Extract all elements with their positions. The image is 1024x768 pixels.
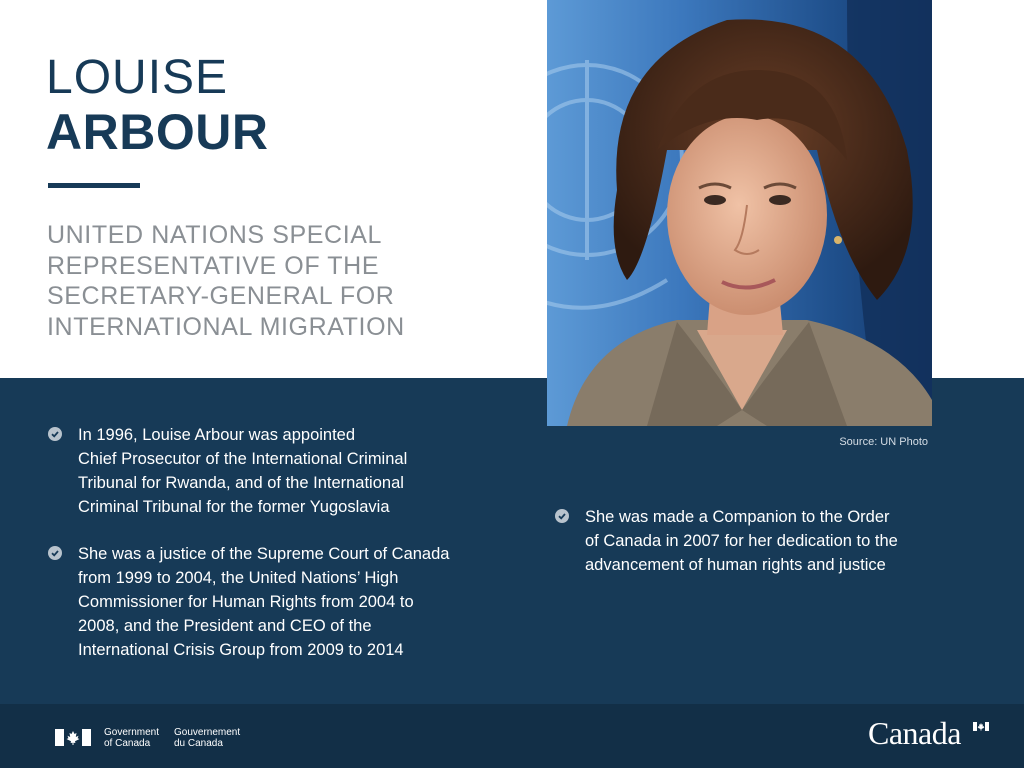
fact-line: advancement of human rights and justice [585,556,886,574]
title-divider [48,183,140,188]
fact-line: International Crisis Group from 2009 to 2014 [78,641,404,659]
fact-bullet [48,423,468,519]
gouvernement-du-canada-label [174,727,240,749]
fact-line: In 1996, Louise Arbour was appointed [78,426,356,444]
fact-line: She was made a Companion to the Order [585,508,890,526]
fact-line: She was a justice of the Supreme Court of Canada [78,545,450,563]
check-circle-icon [48,427,62,441]
portrait-illustration [547,0,932,426]
photo-credit: Source: UN Photo [839,436,928,448]
first-name: LOUISE [46,51,229,104]
check-circle-icon [555,509,569,523]
fact-bullet [555,505,955,577]
role-line: INTERNATIONAL MIGRATION [47,312,405,341]
portrait-photo [547,0,932,426]
role-title [47,220,467,342]
fact-bullet [48,542,498,662]
canada-wordmark: Canada [868,715,961,751]
role-line: REPRESENTATIVE OF THE [47,251,380,280]
fact-line: from 1999 to 2004, the United Nations’ High [78,569,399,587]
fact-text [585,505,898,577]
role-line: UNITED NATIONS SPECIAL [47,221,383,249]
gov-fr-line: du Canada [174,738,223,749]
fact-line: Tribunal for Rwanda, and of the International [78,474,404,492]
fact-text [78,423,407,519]
check-circle-icon [48,546,62,560]
wordmark-flag-icon [973,722,989,731]
canada-flag-icon [55,729,91,746]
gov-en-line: of Canada [104,738,151,749]
last-name: ARBOUR [46,104,269,160]
fact-line: Chief Prosecutor of the International Criminal [78,450,408,468]
fact-line: of Canada in 2007 for her dedication to the [585,532,898,550]
role-line: SECRETARY-GENERAL FOR [47,282,395,310]
fact-text [78,542,449,662]
fact-line: Criminal Tribunal for the former Yugoslavia [78,498,390,516]
gov-fr-line: Gouvernement [174,727,241,738]
gov-en-line: Government [104,727,160,738]
fact-line: Commissioner for Human Rights from 2004 to [78,593,414,611]
fact-line: 2008, and the President and CEO of the [78,617,372,635]
government-of-canada-label [104,727,159,749]
